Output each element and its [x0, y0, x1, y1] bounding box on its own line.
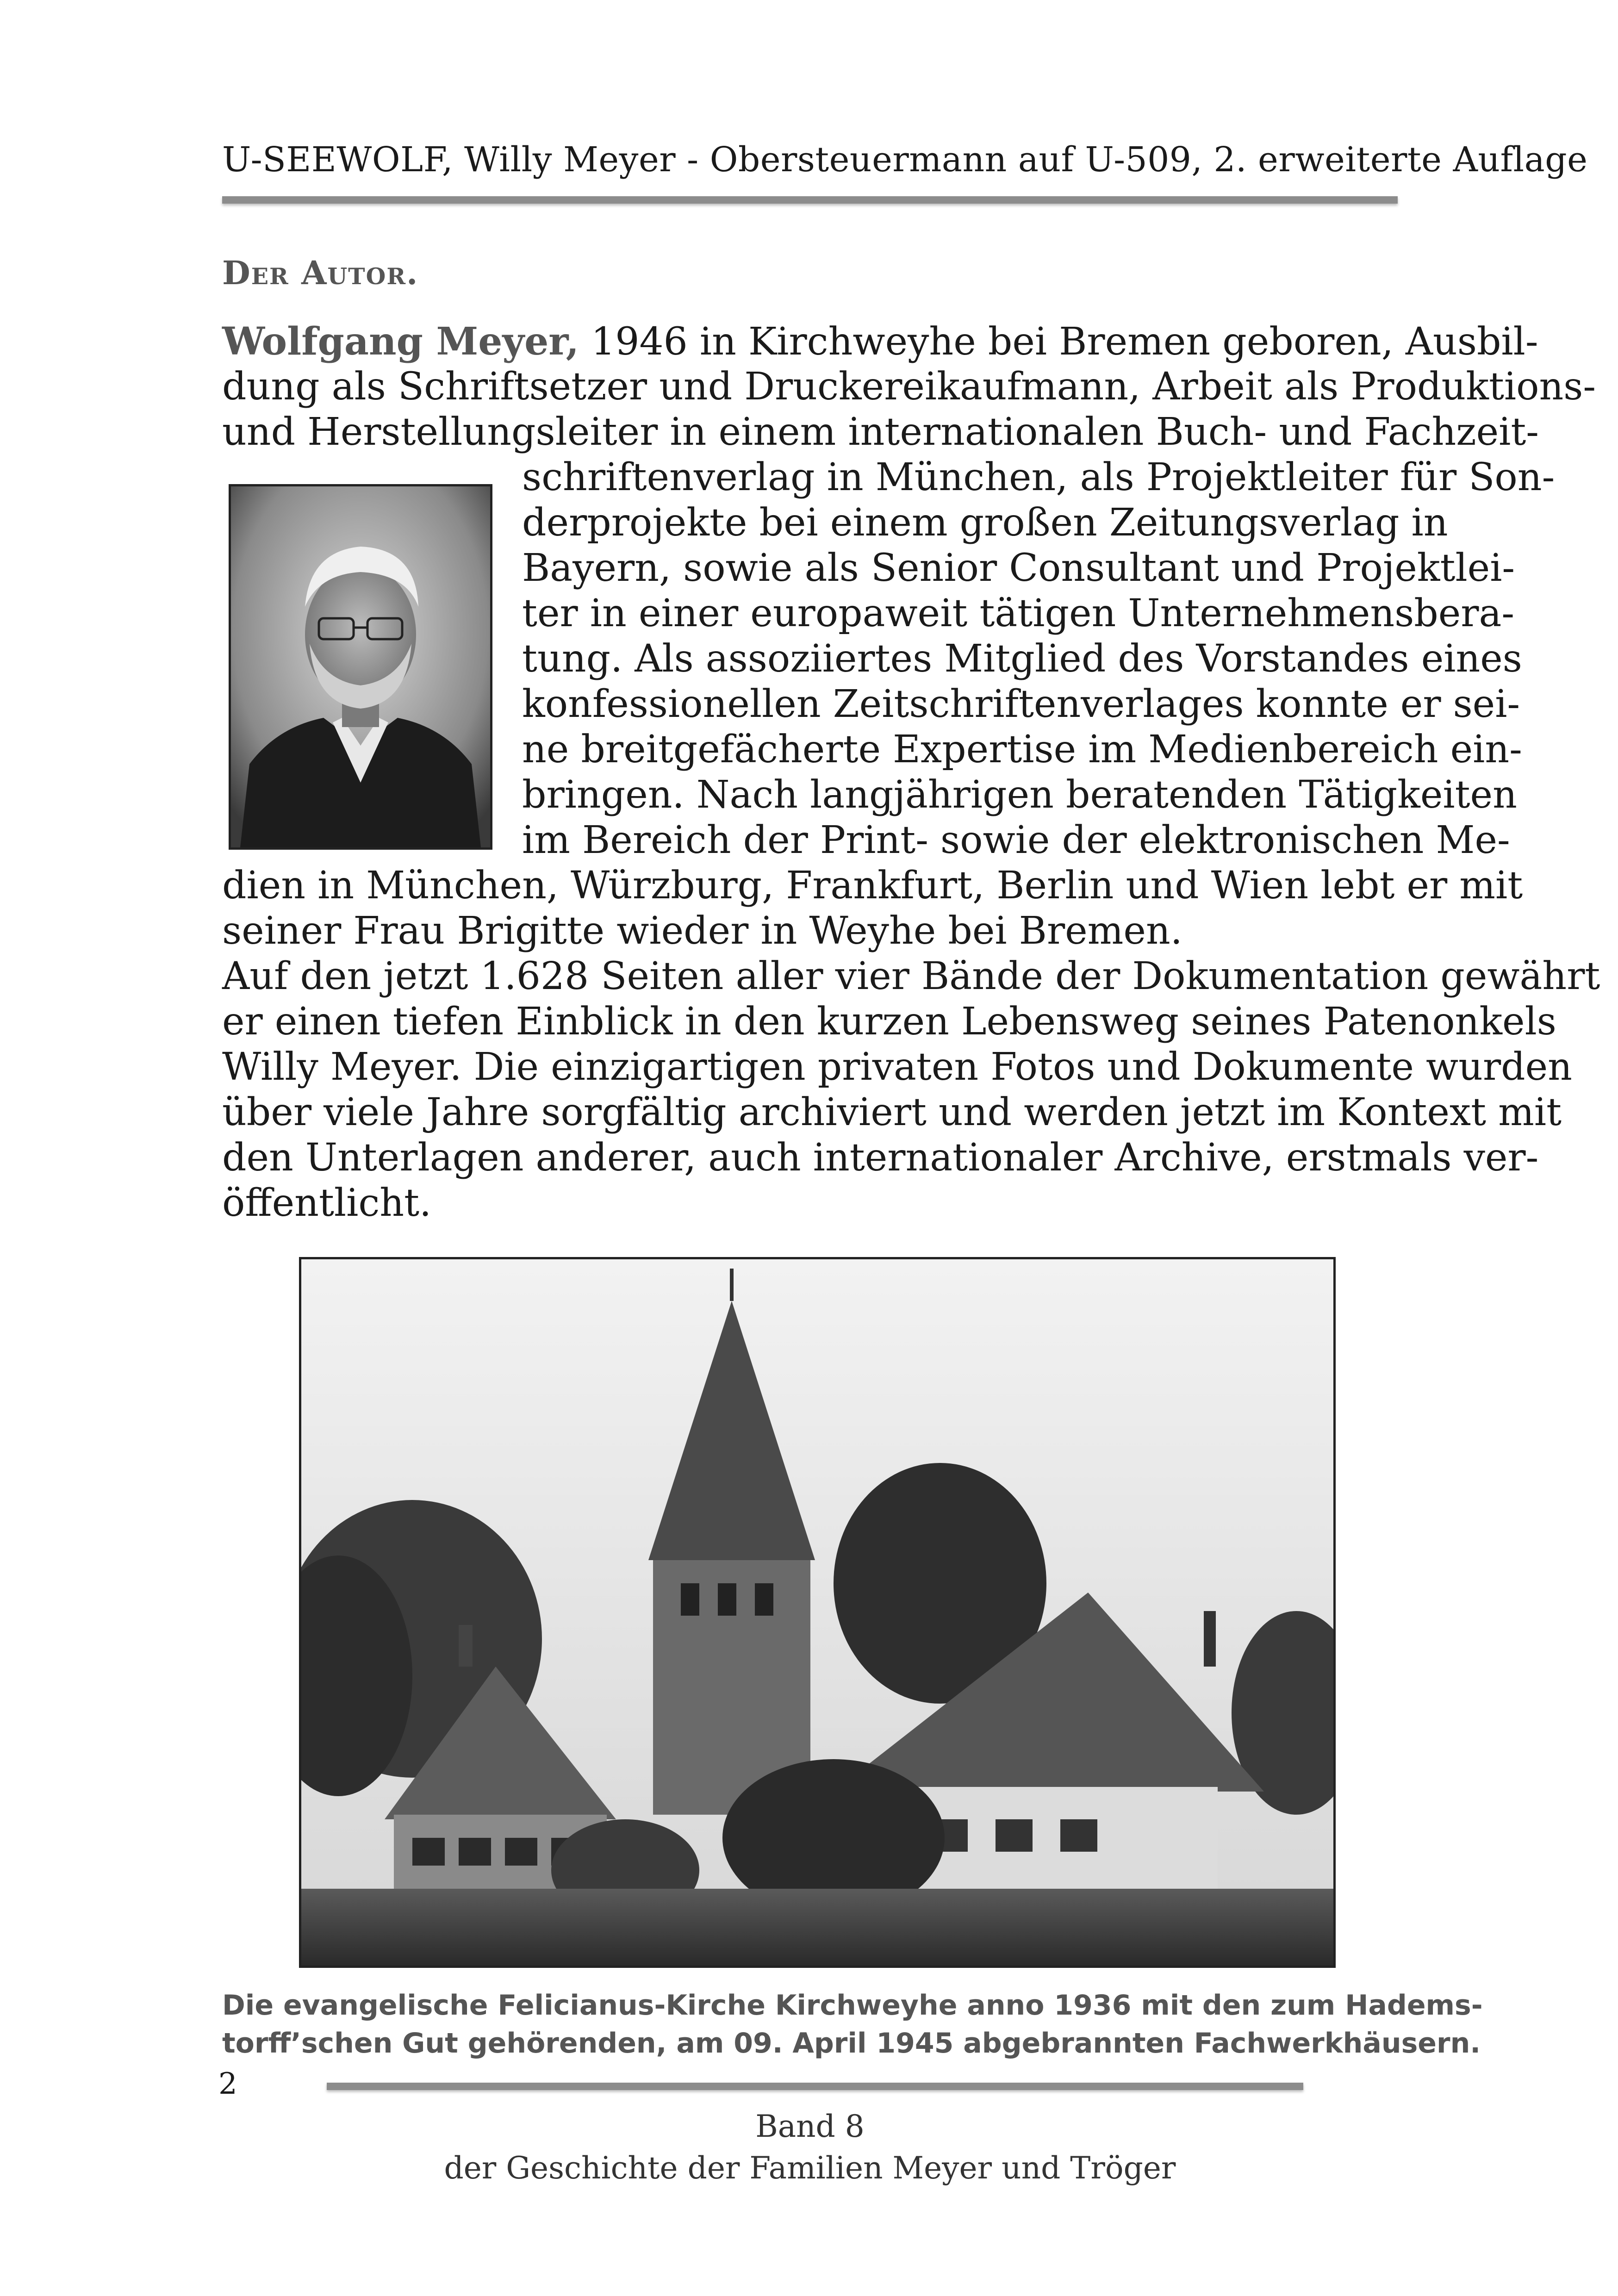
page-number: 2 — [218, 2067, 237, 2101]
footer-series: der Geschichte der Familien Meyer und Tröger — [444, 2150, 1176, 2186]
bio-line: tung. Als assoziiertes Mitglied des Vorstandes eines — [522, 637, 1522, 681]
bio-line: dien in München, Würzburg, Frankfurt, Berlin und Wien lebt er mit — [222, 864, 1523, 908]
bio-line: derprojekte bei einem großen Zeitungsverlag in — [522, 501, 1448, 545]
bio-line: schriftenverlag in München, als Projektleiter für Son- — [522, 455, 1555, 499]
photo-caption-line: torff’schen Gut gehörenden, am 09. April 1945 abgebrannten Fachwerkhäusern. — [222, 2027, 1481, 2060]
running-header: U-SEEWOLF, Willy Meyer - Obersteuermann auf U-509, 2. erweiterte Auflage — [222, 140, 1588, 180]
author-portrait — [229, 484, 492, 850]
bio-line: im Bereich der Print- sowie der elektronischen Me- — [522, 818, 1510, 862]
docu-line: öffentlicht. — [222, 1181, 432, 1225]
bio-line: Wolfgang Meyer, 1946 in Kirchweyhe bei Bremen geboren, Ausbil- — [222, 319, 1538, 364]
docu-line: über viele Jahre sorgfältig archiviert und werden jetzt im Kontext mit — [222, 1090, 1562, 1134]
footer-rule — [327, 2083, 1303, 2090]
docu-line: er einen tiefen Einblick in den kurzen Lebensweg seines Patenonkels — [222, 1000, 1556, 1044]
docu-line: Auf den jetzt 1.628 Seiten aller vier Bände der Dokumentation gewährt — [222, 954, 1600, 998]
bio-line: seiner Frau Brigitte wieder in Weyhe bei Bremen. — [222, 909, 1182, 953]
bio-line: ne breitgefächerte Expertise im Medienbereich ein- — [522, 728, 1522, 772]
footer-band: Band 8 — [755, 2109, 865, 2144]
docu-line: Willy Meyer. Die einzigartigen privaten Fotos und Dokumente wurden — [222, 1045, 1572, 1089]
docu-line: den Unterlagen anderer, auch internationaler Archive, erstmals ver- — [222, 1136, 1539, 1180]
section-heading: Der Autor. — [222, 254, 419, 292]
bio-line: Bayern, sowie als Senior Consultant und Projektlei- — [522, 546, 1515, 590]
church-photo — [299, 1257, 1336, 1968]
author-name: Wolfgang Meyer, — [222, 319, 579, 364]
header-rule — [222, 196, 1398, 204]
bio-line: dung als Schriftsetzer und Druckereikaufmann, Arbeit als Produktions- — [222, 365, 1596, 409]
bio-line: ter in einer europaweit tätigen Unternehmensbera- — [522, 591, 1515, 635]
photo-caption-line: Die evangelische Felicianus-Kirche Kirchweyhe anno 1936 mit den zum Hadems- — [222, 1989, 1483, 2022]
bio-line: bringen. Nach langjährigen beratenden Tätigkeiten — [522, 773, 1517, 817]
bio-line: und Herstellungsleiter in einem internationalen Buch- und Fachzeit- — [222, 410, 1539, 454]
bio-line: konfessionellen Zeitschriftenverlages konnte er sei- — [522, 682, 1520, 726]
